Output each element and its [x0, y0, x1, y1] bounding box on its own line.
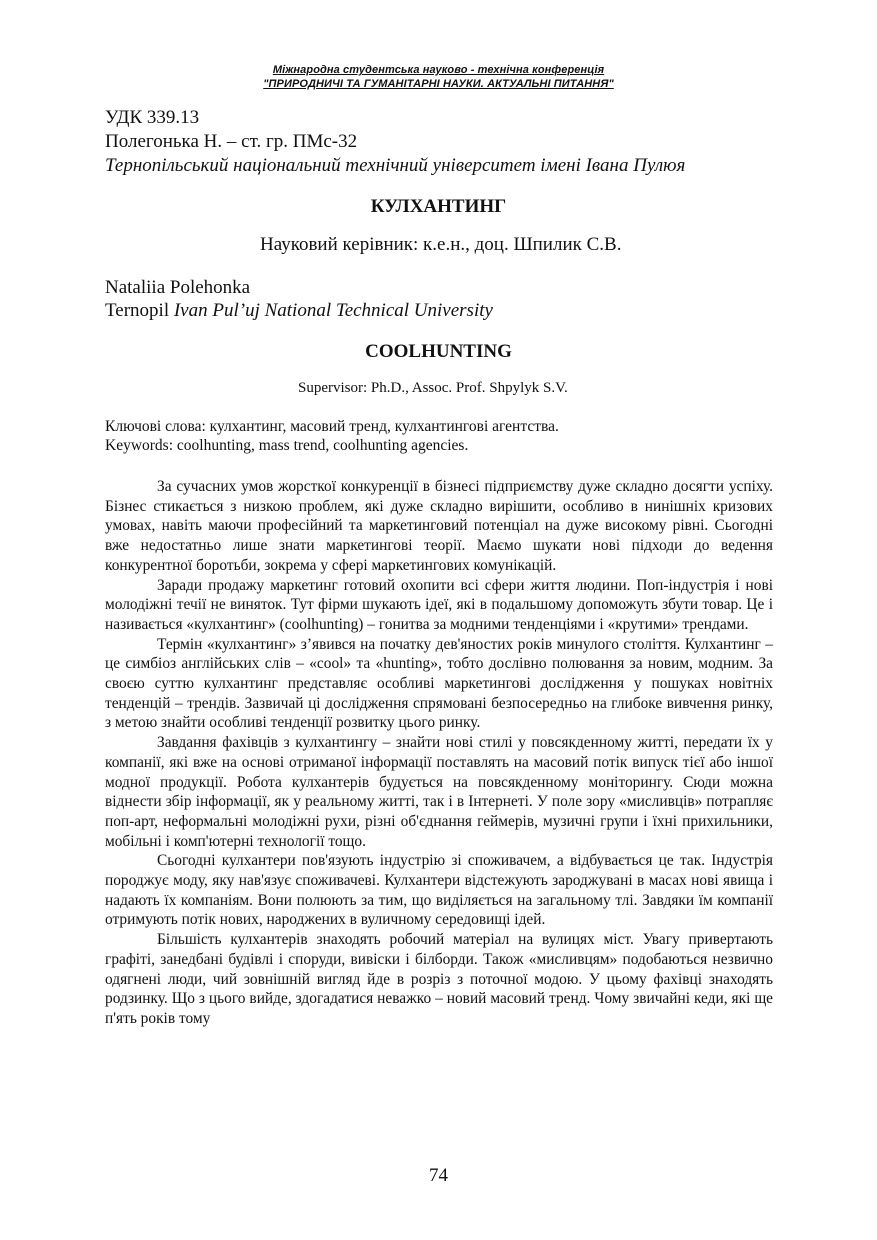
university-en-italic: Ivan Pul’uj National Technical University [173, 300, 493, 321]
paragraph: Сьогодні кулхантери пов'язують індустрію зі споживачем, а відбувається це так. Індустрія породжує моду, яку нав'язує споживачеві. Кулхантери відстежують зароджувані в масах нові явища і надають їх компаніям. Вони полюють за тим, що виділяється на загальному тлі. Завдяки їм компанії отримують потік нових, народжених в вуличному середовищі ідей. [105, 852, 773, 929]
paragraph: Більшість кулхантерів знаходять робочий матеріал на вулицях міст. Увагу привертають графіті, занедбані будівлі і споруди, вивіски і білборди. Також «мисливцям» подобаються незвично одягнені люди, чий зовнішній вигляд йде в розріз з поточної модою. У цьому фахівці знаходять родзинку. Що з цього вийде, здогадатися неважко – новий масовий тренд. Чому звичайні кеди, які ще п'ять років тому [105, 931, 773, 1027]
body-text [105, 477, 773, 1029]
page-number: 74 [429, 1165, 448, 1186]
paragraph: Термін «кулхантинг» з’явився на початку дев'яностих років минулого століття. Кулхантинг – це симбіоз англійських слів – «cool» та «hunting», тобто дослівно полювання за новим, модним. За своєю суттю кулхантинг представляє особливі маркетингові дослідження у пошуках новітніх тенденцій – трендів. Зазвичай ці дослідження спрямовані безпосередньо на глибоке вивчення ринку, з метою знайти особливі тенденції розвитку цього ринку. [105, 635, 773, 732]
paper-title-ua: КУЛХАНТИНГ [370, 196, 507, 217]
supervisor-ua: Науковий керівник: к.е.н., доц. Шпилик С.В. [260, 234, 622, 255]
paper-title-en: COOLHUNTING [365, 341, 512, 362]
university-en-prefix: Ternopil [105, 300, 174, 321]
keywords-ua: Ключові слова: кулхантинг, масовий тренд, кулхантингові агентства. [105, 418, 559, 435]
author-ua: Полегонька Н. – ст. гр. ПМс-32 [105, 131, 358, 152]
paragraph: Завдання фахівців з кулхантингу – знайти нові стилі у повсякденному житті, передати їх у компанії, які вже на основі отриманої інформації поставлять на масовий потік випуск тієї або іншої модної продукції. Робота кулхантерів будується на повсякденному моніторингу. Сюди можна віднести збір інформації, як у реальному житті, так і в Інтернеті. У поле зору «мисливців» потрапляє поп-арт, неформальні молодіжні рухи, різні об'єднання геймерів, музичні групи і їхні прихильники, мобільні і комп'ютерні технології тощо. [105, 734, 773, 850]
supervisor-en: Supervisor: Ph.D., Assoc. Prof. Shpylyk S.V. [298, 380, 568, 396]
university-en [105, 300, 493, 322]
paragraph: За сучасних умов жорсткої конкуренції в бізнесі підприємству дуже складно досягти успіху. Бізнес стикається з низкою проблем, які дуже складно вирішити, особливо в нинішніх кризових умовах, навіть маючи професійний та маркетинговий потенціал на дуже високому рівні. Сьогодні вже недостатньо лише знати маркетингові теорії. Маємо шукати нові підходи до ведення конкурентної боротьби, зокрема у сфері маркетингових комунікацій. [105, 478, 773, 574]
keywords-en: Keywords: coolhunting, mass trend, coolhunting agencies. [105, 437, 469, 454]
paragraph: Заради продажу маркетинг готовий охопити всі сфери життя людини. Поп-індустрія і нові молодіжні течії не виняток. Тут фірми шукають ідеї, які в подальшому допоможуть збути товар. Це і називається «кулхантинг» (coolhunting) – гонитва за модними тенденціями і «крутими» трендами. [105, 576, 773, 633]
conference-header-line-2: "ПРИРОДНИЧІ ТА ГУМАНІТАРНІ НАУКИ. АКТУАЛЬНІ ПИТАННЯ" [263, 78, 614, 90]
university-ua: Тернопільський національний технічний університет імені Івана Пулюя [105, 155, 686, 176]
author-en: Nataliia Polehonka [105, 277, 251, 298]
udk-code: УДК 339.13 [105, 107, 200, 128]
conference-header-line-1: Міжнародна студентська науково - технічна конференція [272, 64, 605, 76]
